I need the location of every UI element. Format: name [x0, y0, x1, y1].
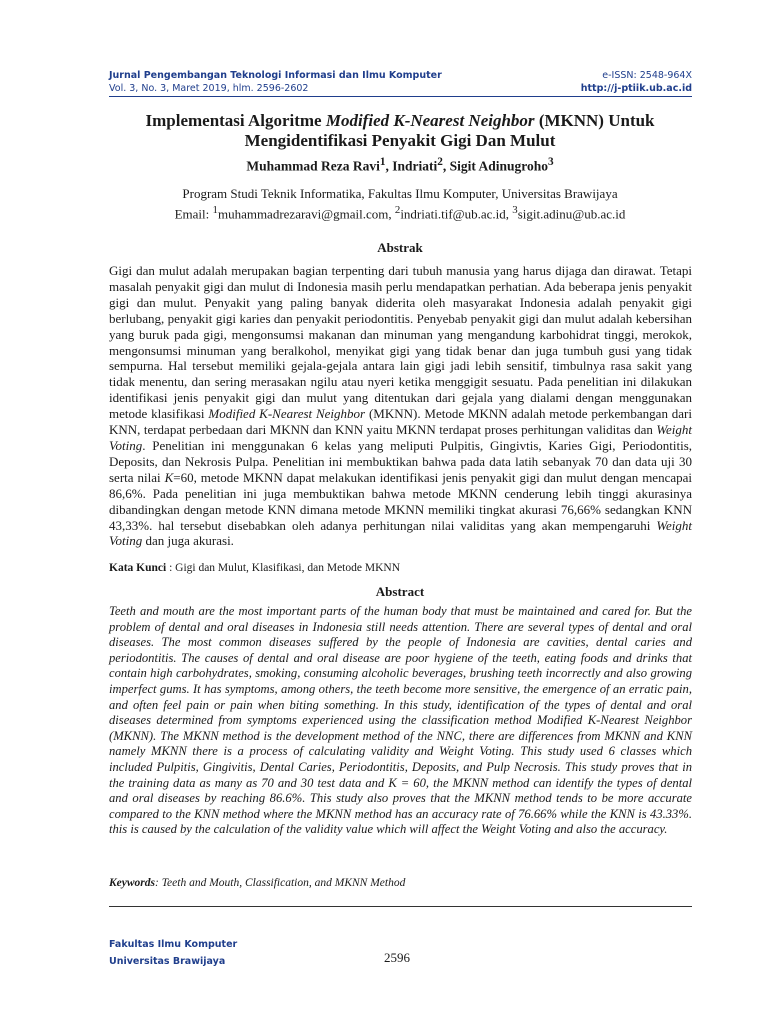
- keywords: [109, 877, 692, 889]
- institution: Program Studi Teknik Informatika, Fakultas Ilmu Komputer, Universitas Brawijaya: [182, 186, 618, 201]
- abstract-body: Teeth and mouth are the most important parts of the human body that must be maintained and cared for. But the problem of dental and oral diseases in Indonesia still needs attention. There are several types of dental and oral diseases. The most common diseases suffered by the people of Indonesia are cavities, dental caries and periodontitis. The causes of dental and oral disease are poor hygiene of the teeth, eating foods and drinks that contain high carbohydrates, smoking, consuming alcoholic beverages, brushing teeth incorrectly and also growing imperfect gums. It has symptoms, among others, the teeth become more sensitive, the emergence of an erratic pain, and often feel pain or pain when biting something. In this study, identification of the types of dental and oral diseases determined from symptoms experienced using the classification method Modified K-Nearest Neighbor (MKNN). The MKNN method is the development method of the NNC, there are differences from MKNN and KNN namely MKNN there is a process of calculating validity and Weight Voting. This study used 6 classes which included Pulpitis, Gingivitis, Dental Caries, Periodontitis, Deposits, and Pulp Necrosis. This study proves that in the training data as many as 70 and 30 test data and K = 60, the MKNN method can identify the types of dental and oral diseases by reaching 86.6%. This study also proves that the MKNN method tends to be more accurate compared to the KNN method where the MKNN method has an accuracy rate of 76.66% while the KNN is 43.33%. this is caused by the calculation of the validity value which will affect the Weight Voting and also the accuracy.: [109, 604, 692, 837]
- footer-divider: [109, 906, 692, 907]
- author-2: Indriati: [392, 158, 438, 174]
- abstrak-text: . Penelitian ini menggunakan 6 kelas yang meliputi Pulpitis, Gingivtis, Karies Gigi, Periodontitis, Deposits, dan Nekrosis Pulpa. Penelitian ini membuktikan bahwa pada data latih sebanyak 70 dan data uji 30 serta nilai: [109, 437, 692, 485]
- email-3[interactable]: sigit.adinu@ub.ac.id: [517, 206, 626, 222]
- author-1: Muhammad Reza Ravi: [246, 158, 380, 174]
- abstrak-heading: Abstrak: [377, 240, 423, 255]
- author-3: Sigit Adinugroho: [449, 158, 549, 174]
- abstrak-text: (MKNN). Metode MKNN adalah metode perkembangan dari KNN, terdapat perbedaan dari MKNN dan KNN yaitu MKNN terdapat proses perhitungan validitas dan: [109, 406, 692, 438]
- kata-kunci: [109, 562, 692, 574]
- author-2-sup: 2: [437, 156, 443, 168]
- email-sup: 3: [512, 204, 518, 216]
- page-number: 2596: [384, 950, 410, 965]
- author-1-sup: 1: [379, 156, 386, 168]
- keywords-label: Keywords: [109, 877, 155, 889]
- journal-url[interactable]: http://j-ptiik.ub.ac.id: [580, 83, 692, 94]
- email-sup: 2: [394, 204, 401, 216]
- abstrak-italic: Weight Voting: [109, 517, 692, 549]
- paper-title: [100, 111, 700, 151]
- abstrak-text: =60, metode MKNN dapat melakukan identifikasi jenis penyakit gigi dan mulut dengan mencapai 86,6%. Pada penelitian ini juga membuktikan bahwa metode MKNN cenderung lebih tinggi akurasinya dibandingkan dengan metode KNN dimana metode MKNN memiliki tingkat akurasi 76,66% sedangkan KNN 43,33%. hal tersebut disebabkan oleh adanya perhitungan nilai validitas yang akan mempengaruhi: [109, 469, 692, 533]
- title-line-2: Mengidentifikasi Penyakit Gigi Dan Mulut: [244, 131, 556, 150]
- author-3-sup: 3: [548, 156, 554, 168]
- author-sep: ,: [385, 158, 393, 174]
- header-divider: [109, 96, 692, 97]
- keywords-text: : Teeth and Mouth, Classification, and MKNN Method: [155, 877, 406, 889]
- volume-info: Vol. 3, No. 3, Maret 2019, hlm. 2596-2602: [109, 83, 309, 94]
- abstrak-text: dan juga akurasi.: [142, 533, 234, 549]
- title-italic: Modified K-Nearest Neighbor: [325, 111, 535, 130]
- author-list: [100, 156, 700, 175]
- kata-kunci-label: Kata Kunci: [109, 562, 167, 574]
- affiliation: [100, 186, 700, 222]
- footer-university: Universitas Brawijaya: [109, 956, 226, 967]
- email-1[interactable]: muhammadrezaravi@gmail.com,: [217, 206, 395, 222]
- footer-institution: [109, 936, 237, 970]
- abstrak-italic: Weight Voting: [109, 422, 692, 453]
- email-2[interactable]: indriati.tif@ub.ac.id,: [400, 206, 513, 222]
- footer-faculty: Fakultas Ilmu Komputer: [109, 939, 238, 950]
- abstrak-text: Gigi dan mulut adalah merupakan bagian terpenting dari tubuh manusia yang harus dijaga dan dirawat. Tetapi masalah penyakit gigi dan mulut di Indonesia masih perlu mendapatkan perhatian. Ada beberapa jenis penyakit gigi dan mulut. Penyakit yang paling banyak diderita oleh masyarakat Indonesia adalah penyakit gigi berlubang, penyakit gigi karies dan penyakit periodontitis. Penyebab penyakit gigi dan mulut adalah kebersihan yang buruk pada gigi, mengonsumsi makanan dan minuman yang mengandung karbohidrat tinggi, merokok, mengonsumsi minuman yang beralkohol, menyikat gigi yang tidak benar dan juga tumbuh gusi yang tidak sempurna. Hal tersebut memiliki gejala-gejala antara lain gigi jadi lebih sensitif, timbulnya rasa sakit yang tidak menentu, dan sering merasakan ngilu atau nyeri ketika menggigit sesuatu. Pada penelitian ini dilakukan identifikasi jenis penyakit gigi dan mulut yang ditentukan dari gejala yang dialami dengan menggunakan metode klasifikasi: [109, 263, 692, 422]
- abstrak-italic: K: [164, 469, 174, 485]
- email-label: Email:: [174, 206, 213, 222]
- abstract-heading: Abstract: [375, 584, 425, 599]
- author-sep: ,: [442, 158, 450, 174]
- kata-kunci-text: : Gigi dan Mulut, Klasifikasi, dan Metode MKNN: [166, 562, 400, 574]
- abstrak-italic: Modified K-Nearest Neighbor: [208, 406, 366, 422]
- issn: e-ISSN: 2548-964X: [602, 70, 692, 81]
- title-text-2: (MKNN) Untuk: [534, 111, 655, 130]
- running-header: [109, 69, 692, 95]
- journal-name: Jurnal Pengembangan Teknologi Informasi dan Ilmu Komputer: [109, 70, 442, 81]
- email-sup: 1: [212, 204, 218, 216]
- title-text-1: Implementasi Algoritme: [145, 111, 326, 130]
- abstrak-body: [109, 263, 692, 549]
- email-line: [100, 202, 700, 222]
